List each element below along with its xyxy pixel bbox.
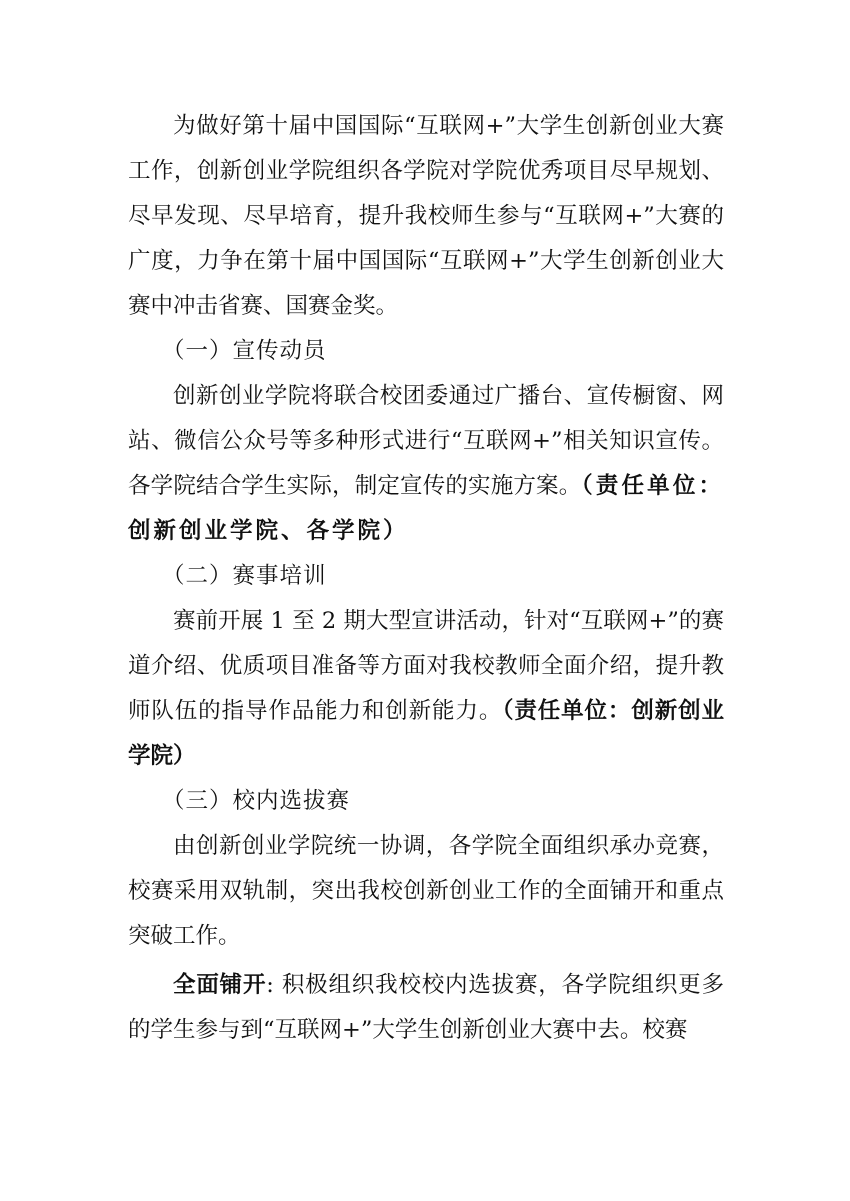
document-body <box>128 104 724 1053</box>
section-1-paragraph <box>128 374 724 554</box>
sub-body: : 积极组织我校校内选拔赛，各学院组织更多的学生参与到“互联网+”大学生创新创业大赛中去。校赛 <box>128 972 724 1043</box>
section-3-paragraph: 由创新创业学院统一协调，各学院全面组织承办竞赛，校赛采用双轨制，突出我校创新创业工作的全面铺开和重点突破工作。 <box>128 833 724 949</box>
section-2-body: 赛前开展 1 至 2 期大型宣讲活动，针对“互联网+”的赛道介绍、优质项目准备等方面对我校教师全面介绍，提升教师队伍的指导作品能力和创新能力。 <box>128 608 724 724</box>
section-1-body: 创新创业学院将联合校团委通过广播台、宣传橱窗、网站、微信公众号等多种形式进行“互联网+”相关知识宣传。各学院结合学生实际，制定宣传的实施方案。 <box>128 383 724 499</box>
section-3-heading: （三）校内选拔赛 <box>162 788 351 814</box>
sub-label: 全面铺开 <box>173 972 267 998</box>
section-3-sub-paragraph <box>128 963 724 1053</box>
section-1-heading: （一）宣传动员 <box>162 338 327 364</box>
section-2-heading: （二）赛事培训 <box>162 563 327 589</box>
section-2-responsibility: （责任单位：创新创业学院） <box>128 698 724 769</box>
section-2-paragraph <box>128 599 724 779</box>
intro-paragraph: 为做好第十届中国国际“互联网+”大学生创新创业大赛工作，创新创业学院组织各学院对学院优秀项目尽早规划、尽早发现、尽早培育，提升我校师生参与“互联网+”大赛的广度，力争在第十届中国国际“互联网+”大学生创新创业大赛中冲击省赛、国赛金奖。 <box>128 113 724 319</box>
section-1-responsibility: （责任单位：创新创业学院、各学院） <box>128 473 724 544</box>
